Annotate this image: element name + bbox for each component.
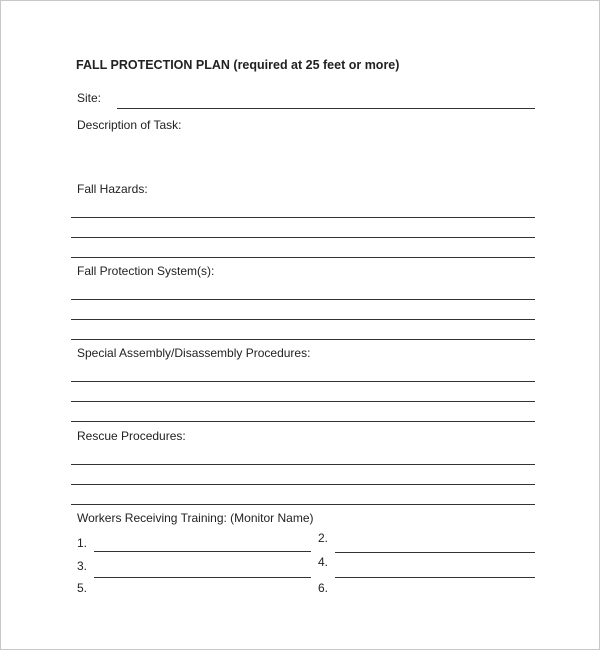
worker-number: 6. bbox=[318, 581, 329, 595]
worker-number: 5. bbox=[77, 581, 88, 595]
fall-hazards-line[interactable] bbox=[71, 217, 535, 218]
assembly-procedures-line[interactable] bbox=[71, 381, 535, 382]
worker-name-line[interactable] bbox=[94, 577, 311, 578]
worker-number: 3. bbox=[77, 559, 88, 573]
worker-name-line[interactable] bbox=[335, 552, 535, 553]
rescue-procedures-line[interactable] bbox=[71, 504, 535, 505]
fall-protection-systems-line[interactable] bbox=[71, 319, 535, 320]
assembly-procedures-label: Special Assembly/Disassembly Procedures: bbox=[77, 346, 311, 360]
worker-number: 4. bbox=[318, 555, 329, 569]
fall-hazards-label: Fall Hazards: bbox=[77, 182, 148, 196]
form-title: FALL PROTECTION PLAN (required at 25 feet or more) bbox=[76, 58, 400, 72]
fall-protection-systems-line[interactable] bbox=[71, 339, 535, 340]
rescue-procedures-label: Rescue Procedures: bbox=[77, 429, 186, 443]
site-label: Site: bbox=[77, 91, 102, 105]
assembly-procedures-line[interactable] bbox=[71, 401, 535, 402]
fall-protection-systems-label: Fall Protection System(s): bbox=[77, 264, 215, 278]
fall-hazards-line[interactable] bbox=[71, 257, 535, 258]
fall-hazards-line[interactable] bbox=[71, 237, 535, 238]
fall-protection-systems-line[interactable] bbox=[71, 299, 535, 300]
worker-name-line[interactable] bbox=[94, 551, 311, 552]
rescue-procedures-line[interactable] bbox=[71, 464, 535, 465]
worker-number: 2. bbox=[318, 531, 329, 545]
workers-training-label: Workers Receiving Training: (Monitor Name) bbox=[77, 511, 314, 525]
site-field-line[interactable] bbox=[117, 108, 535, 109]
worker-name-line[interactable] bbox=[335, 577, 535, 578]
description-label: Description of Task: bbox=[77, 118, 182, 132]
assembly-procedures-line[interactable] bbox=[71, 421, 535, 422]
rescue-procedures-line[interactable] bbox=[71, 484, 535, 485]
worker-number: 1. bbox=[77, 536, 88, 550]
